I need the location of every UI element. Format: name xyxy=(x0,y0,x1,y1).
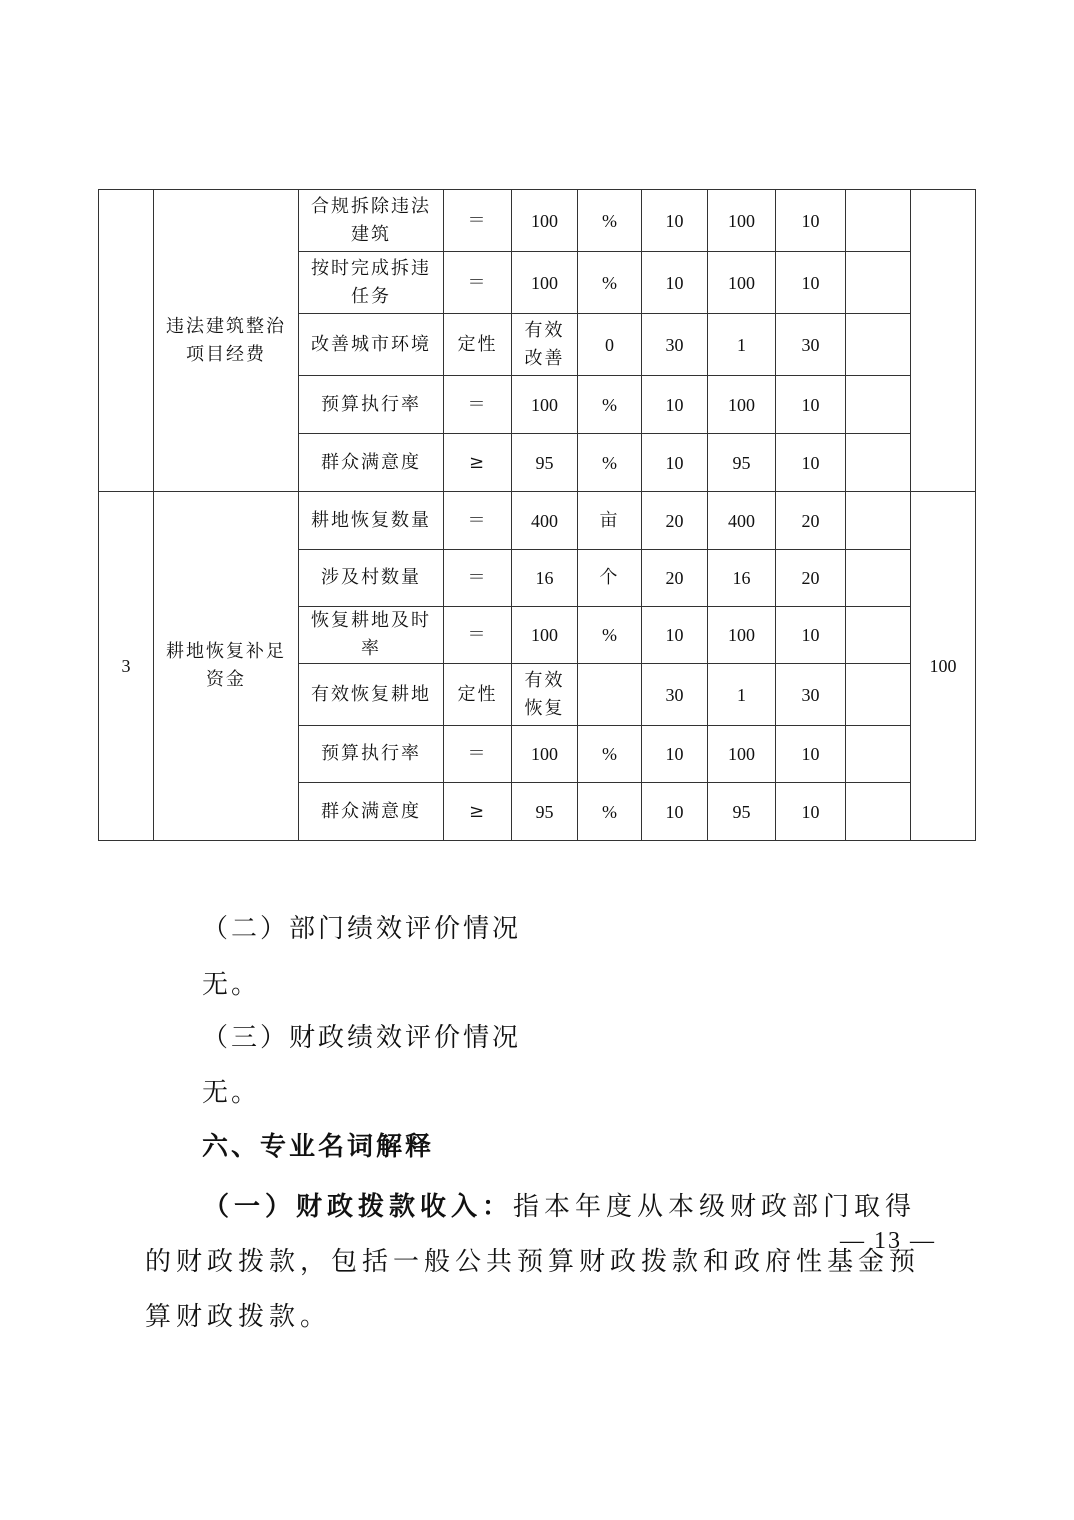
target-cell: 100 xyxy=(512,376,578,434)
operator-cell: 定性 xyxy=(444,664,512,726)
score-cell: 30 xyxy=(776,664,846,726)
empty-cell xyxy=(846,252,911,314)
dept-eval-text: 无。 xyxy=(202,970,261,1000)
table-row xyxy=(99,190,976,252)
operator-cell: 定性 xyxy=(444,314,512,376)
operator-cell: ≥ xyxy=(444,783,512,841)
empty-cell xyxy=(846,783,911,841)
score-cell: 10 xyxy=(776,190,846,252)
target-cell: 有效改善 xyxy=(512,314,578,376)
indicator-cell: 群众满意度 xyxy=(299,434,444,492)
weight-cell: 10 xyxy=(642,783,708,841)
empty-cell xyxy=(846,314,911,376)
target-cell: 16 xyxy=(512,550,578,607)
actual-cell: 100 xyxy=(708,376,776,434)
score-cell: 10 xyxy=(776,726,846,783)
empty-cell xyxy=(846,190,911,252)
unit-cell: % xyxy=(578,434,642,492)
empty-cell xyxy=(846,607,911,664)
total-cell xyxy=(911,190,976,492)
performance-table xyxy=(98,189,976,841)
glossary-term: （一）财政拨款收入： xyxy=(203,1192,514,1222)
score-cell: 30 xyxy=(776,314,846,376)
indicator-cell: 恢复耕地及时率 xyxy=(299,607,444,664)
seq-cell xyxy=(99,190,154,492)
actual-cell: 100 xyxy=(708,607,776,664)
glossary-definition: 指本年度从本级财政部门取得的财政拨款，包括一般公共预算财政拨款和政府性基金预算财政拨款。 xyxy=(145,1192,921,1332)
operator-cell: ＝ xyxy=(444,607,512,664)
project-cell: 耕地恢复补足资金 xyxy=(154,492,299,841)
actual-cell: 16 xyxy=(708,550,776,607)
unit-cell: % xyxy=(578,252,642,314)
empty-cell xyxy=(846,664,911,726)
weight-cell: 10 xyxy=(642,376,708,434)
weight-cell: 20 xyxy=(642,492,708,550)
seq-cell: 3 xyxy=(99,492,154,841)
empty-cell xyxy=(846,550,911,607)
weight-cell: 10 xyxy=(642,252,708,314)
unit-cell: 个 xyxy=(578,550,642,607)
unit-cell: 0 xyxy=(578,314,642,376)
target-cell: 有效恢复 xyxy=(512,664,578,726)
indicator-cell: 预算执行率 xyxy=(299,376,444,434)
indicator-cell: 群众满意度 xyxy=(299,783,444,841)
actual-cell: 100 xyxy=(708,726,776,783)
dept-eval-heading: （二）部门绩效评价情况 xyxy=(202,914,522,944)
weight-cell: 30 xyxy=(642,664,708,726)
unit-cell: % xyxy=(578,607,642,664)
actual-cell: 1 xyxy=(708,314,776,376)
indicator-cell: 有效恢复耕地 xyxy=(299,664,444,726)
target-cell: 100 xyxy=(512,252,578,314)
operator-cell: ＝ xyxy=(444,376,512,434)
actual-cell: 400 xyxy=(708,492,776,550)
target-cell: 100 xyxy=(512,190,578,252)
target-cell: 100 xyxy=(512,726,578,783)
target-cell: 95 xyxy=(512,434,578,492)
operator-cell: ＝ xyxy=(444,252,512,314)
indicator-cell: 合规拆除违法建筑 xyxy=(299,190,444,252)
unit-cell: % xyxy=(578,376,642,434)
operator-cell: ＝ xyxy=(444,550,512,607)
score-cell: 10 xyxy=(776,783,846,841)
weight-cell: 10 xyxy=(642,607,708,664)
target-cell: 95 xyxy=(512,783,578,841)
score-cell: 10 xyxy=(776,376,846,434)
page-number: — 13 — xyxy=(840,1228,936,1254)
fin-eval-text: 无。 xyxy=(202,1078,261,1108)
indicator-cell: 耕地恢复数量 xyxy=(299,492,444,550)
unit-cell: % xyxy=(578,783,642,841)
weight-cell: 30 xyxy=(642,314,708,376)
total-cell: 100 xyxy=(911,492,976,841)
empty-cell xyxy=(846,434,911,492)
empty-cell xyxy=(846,492,911,550)
weight-cell: 10 xyxy=(642,190,708,252)
weight-cell: 10 xyxy=(642,726,708,783)
score-cell: 10 xyxy=(776,434,846,492)
indicator-cell: 涉及村数量 xyxy=(299,550,444,607)
score-cell: 20 xyxy=(776,492,846,550)
actual-cell: 95 xyxy=(708,434,776,492)
target-cell: 100 xyxy=(512,607,578,664)
weight-cell: 10 xyxy=(642,434,708,492)
operator-cell: ＝ xyxy=(444,190,512,252)
glossary-item-1 xyxy=(145,1180,945,1345)
unit-cell xyxy=(578,664,642,726)
actual-cell: 1 xyxy=(708,664,776,726)
glossary-heading: 六、专业名词解释 xyxy=(202,1132,435,1162)
fin-eval-heading: （三）财政绩效评价情况 xyxy=(202,1023,522,1053)
table-row xyxy=(99,492,976,550)
indicator-cell: 按时完成拆违任务 xyxy=(299,252,444,314)
operator-cell: ＝ xyxy=(444,726,512,783)
unit-cell: % xyxy=(578,726,642,783)
weight-cell: 20 xyxy=(642,550,708,607)
score-cell: 20 xyxy=(776,550,846,607)
empty-cell xyxy=(846,376,911,434)
operator-cell: ≥ xyxy=(444,434,512,492)
actual-cell: 95 xyxy=(708,783,776,841)
score-cell: 10 xyxy=(776,607,846,664)
empty-cell xyxy=(846,726,911,783)
indicator-cell: 改善城市环境 xyxy=(299,314,444,376)
actual-cell: 100 xyxy=(708,252,776,314)
project-cell: 违法建筑整治项目经费 xyxy=(154,190,299,492)
target-cell: 400 xyxy=(512,492,578,550)
operator-cell: ＝ xyxy=(444,492,512,550)
unit-cell: % xyxy=(578,190,642,252)
indicator-cell: 预算执行率 xyxy=(299,726,444,783)
actual-cell: 100 xyxy=(708,190,776,252)
score-cell: 10 xyxy=(776,252,846,314)
unit-cell: 亩 xyxy=(578,492,642,550)
